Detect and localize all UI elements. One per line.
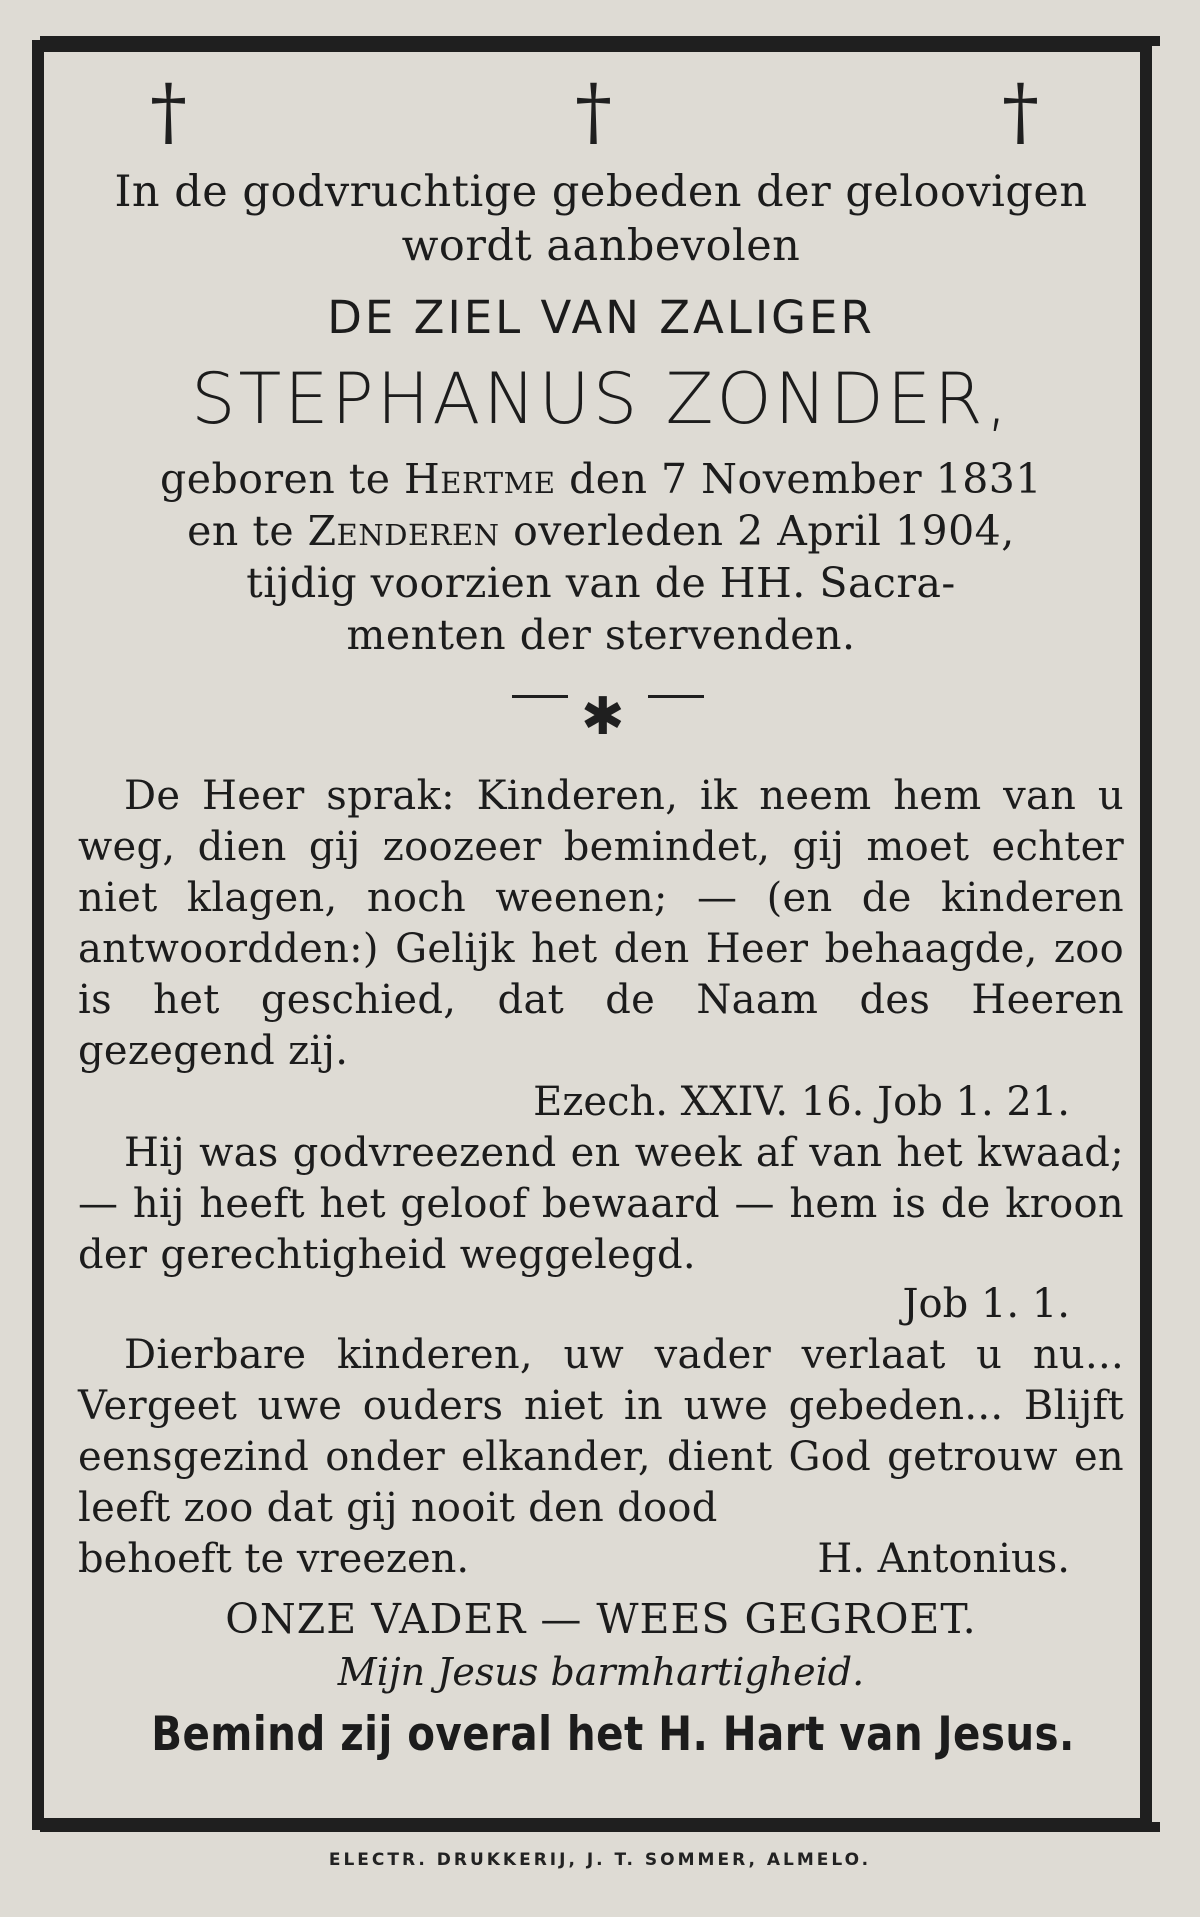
died-prefix: en te	[187, 507, 295, 555]
intro-line-2: wordt aanbevolen	[401, 221, 801, 271]
sacrament-line-2: menten der stervenden.	[346, 611, 856, 659]
printer-imprint: ELECTR. DRUKKERIJ, J. T. SOMMER, ALMELO.	[328, 1850, 872, 1870]
cross-row	[0, 69, 1200, 155]
died-place: Zenderen	[307, 507, 500, 555]
passage-3-last-line	[78, 1534, 1124, 1585]
passage-1-reference: Ezech. XXIV. 16. Job 1. 21.	[533, 1079, 1070, 1125]
prayer-line: ONZE VADER — WEES GEGROET.	[225, 1595, 977, 1643]
separator-line-right	[648, 695, 704, 698]
cross-icon: †	[1002, 69, 1039, 155]
passage-3-ending: behoeft te vreezen.	[78, 1536, 470, 1582]
asterisk-icon: ✱	[581, 687, 625, 747]
born-date: den 7 November 1831	[569, 455, 1042, 503]
born-prefix: geboren te	[160, 455, 391, 503]
intro	[78, 165, 1124, 273]
passage-3: Dierbare kinderen, uw vader verlaat u nu... Vergeet uwe ouders niet in uwe gebeden... Blijft eensgezind onder elkander, dient God getrouw en leeft zoo dat gij nooit den dood	[78, 1332, 1124, 1531]
passage-1: De Heer sprak: Kinderen, ik neem hem van u weg, dien gij zoozeer bemindet, gij moet echter niet klagen, noch weenen; — (en de kinderen antwoordden:) Gelijk het den Heer behaagde, zoo is het geschied, dat de Naam des Heeren gezegend zij.	[78, 773, 1124, 1074]
birth-death-block	[78, 453, 1124, 661]
passage-2-reference: Job 1. 1.	[902, 1281, 1070, 1327]
born-place: Hertme	[404, 455, 556, 503]
separator-line-left	[512, 695, 568, 698]
cross-icon: †	[150, 69, 187, 155]
mercy-line: Mijn Jesus barmhartigheid.	[337, 1650, 865, 1694]
cross-icon: †	[575, 69, 612, 155]
deceased-heading: DE ZIEL VAN ZALIGER	[327, 291, 875, 344]
death-line	[78, 505, 1124, 557]
passage-2: Hij was godvreezend en week af van het kwaad; — hij heeft het geloof bewaard — hem is de kroon der gerechtigheid weggelegd.	[78, 1130, 1124, 1278]
ornament-separator	[78, 685, 1124, 755]
intro-line-1: In de godvruchtige gebeden der geloovigen	[114, 167, 1088, 217]
birth-line	[78, 453, 1124, 505]
sacrament-line-1: tijdig voorzien van de HH. Sacra-	[246, 559, 956, 607]
bottom-rule	[40, 1822, 1160, 1832]
deceased-name: STEPHANUS ZONDER,	[191, 358, 1011, 440]
card-content	[78, 165, 1124, 1773]
sacred-heart-line: Bemind zij overal het H. Hart van Jesus.	[151, 1707, 1075, 1762]
passage-3-attribution: H. Antonius.	[817, 1536, 1070, 1582]
died-date: overleden 2 April 1904,	[513, 507, 1015, 555]
